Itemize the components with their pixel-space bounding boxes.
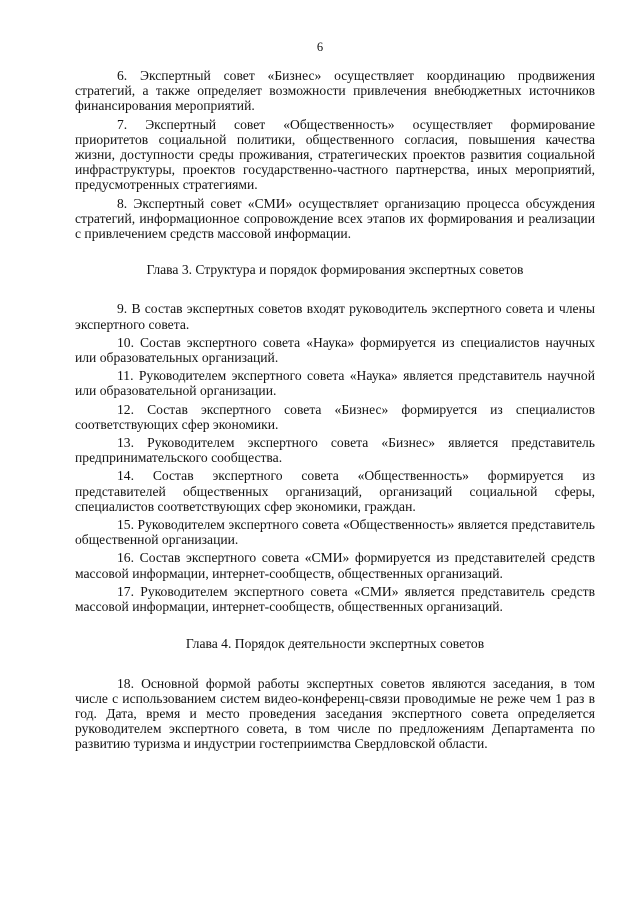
chapter-4-heading: Глава 4. Порядок деятельности экспертных советов: [185, 636, 485, 652]
paragraph-8: 8. Экспертный совет «СМИ» осуществляет организацию процесса обсуждения стратегий, информационное сопровождение всех этапов их формирования и реализации с привлечением средств массовой информации.: [75, 195, 595, 242]
paragraph-18: 18. Основной формой работы экспертных советов являются заседания, в том числе с использованием систем видео-конференц-связи проводимые не реже чем 1 раз в год. Дата, время и место проведения заседания экспертного совета определяется руководителем экспертного совета, в том числе по предложениям Департамента по развитию туризма и индустрии гостеприимства Свердловской области.: [75, 675, 595, 752]
chapter-3-heading: Глава 3. Структура и порядок формирования экспертных советов: [146, 262, 524, 278]
document-body: [75, 68, 595, 755]
paragraph-15: 15. Руководителем экспертного совета «Общественность» является представитель общественной организации.: [75, 517, 595, 548]
paragraph-13: 13. Руководителем экспертного совета «Бизнес» является представитель предпринимательского сообщества.: [75, 435, 595, 466]
paragraph-11: 11. Руководителем экспертного совета «Наука» является представитель научной или образовательной организации.: [75, 368, 595, 399]
paragraph-6: 6. Экспертный совет «Бизнес» осуществляет координацию продвижения стратегий, а также определяет возможности привлечения внебюджетных источников финансирования мероприятий.: [75, 68, 595, 114]
paragraph-10: 10. Состав экспертного совета «Наука» формируется из специалистов научных или образовательных организаций.: [75, 334, 595, 366]
paragraph-7: 7. Экспертный совет «Общественность» осуществляет формирование приоритетов социальной политики, общественного согласия, повышения качества жизни, доступности среды проживания, стратегических проектов развития социальной инфраструктуры, проектов государственно-частного партнерства, иных мероприятий, предусмотренных стратегиями.: [75, 116, 595, 193]
paragraph-16: 16. Состав экспертного совета «СМИ» формируется из представителей средств массовой информации, интернет-сообществ, общественных организаций.: [75, 550, 595, 581]
paragraph-14: 14. Состав экспертного совета «Общественность» формируется из представителей общественных организаций, организаций социальной сферы, специалистов соответствующих сфер экономики, граждан.: [75, 468, 595, 514]
page-number: 6: [316, 40, 324, 54]
paragraph-12: 12. Состав экспертного совета «Бизнес» формируется из специалистов соответствующих сфер экономики.: [75, 401, 595, 432]
paragraph-17: 17. Руководителем экспертного совета «СМИ» является представитель средств массовой информации, интернет-сообществ, общественных организаций.: [75, 583, 595, 615]
paragraph-9: 9. В состав экспертных советов входят руководитель экспертного совета и члены экспертного совета.: [75, 301, 595, 332]
